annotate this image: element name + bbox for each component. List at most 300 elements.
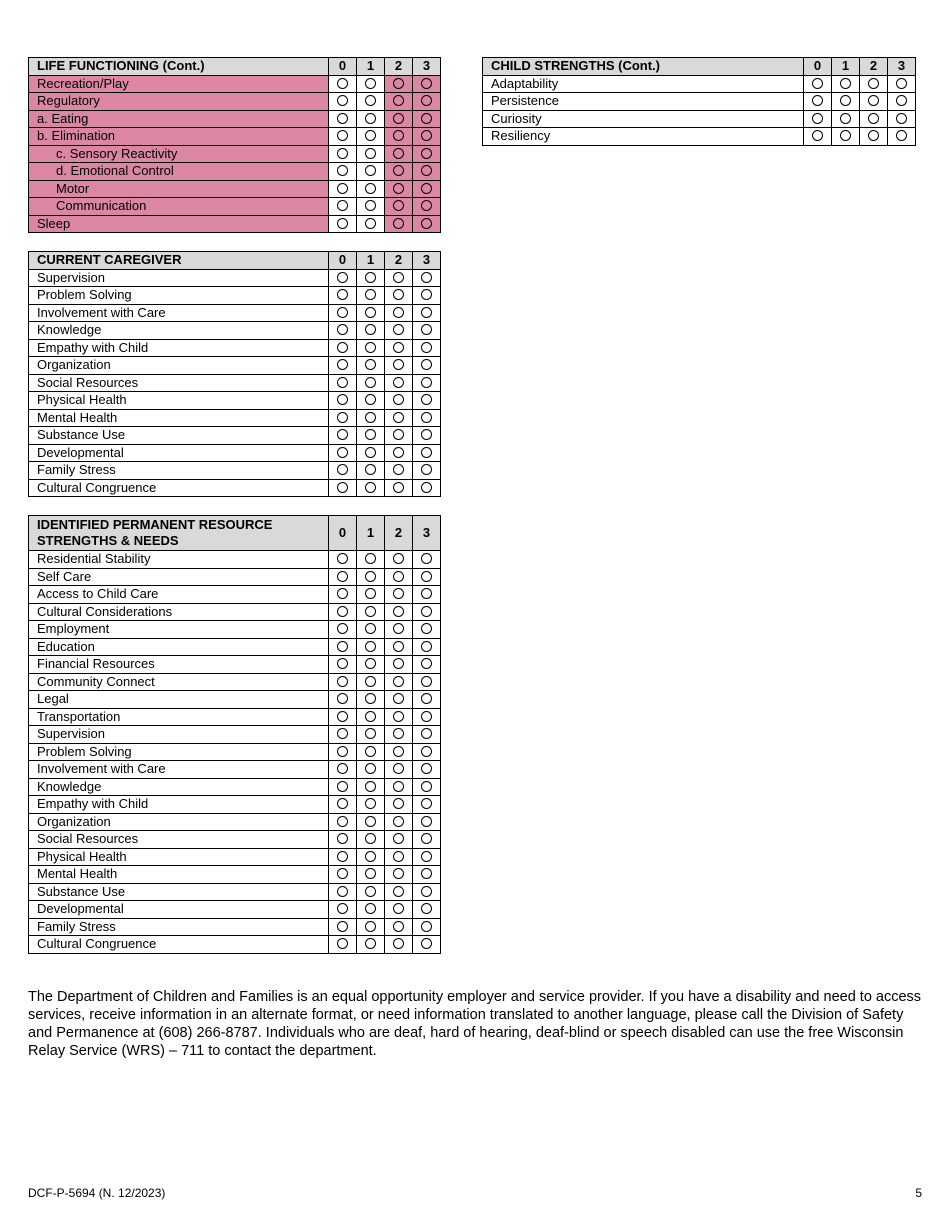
- rating-2-radio[interactable]: [393, 464, 404, 475]
- rating-2-radio[interactable]: [393, 571, 404, 582]
- rating-2-radio[interactable]: [393, 763, 404, 774]
- row-label: Mental Health: [29, 866, 329, 884]
- rating-0-radio[interactable]: [337, 447, 348, 458]
- rating-2-radio[interactable]: [393, 324, 404, 335]
- rating-3-radio[interactable]: [421, 412, 432, 423]
- rating-1-radio[interactable]: [365, 377, 376, 388]
- rating-cell: [357, 339, 385, 357]
- rating-3-radio[interactable]: [421, 482, 432, 493]
- rating-2-radio[interactable]: [393, 113, 404, 124]
- rating-3-radio[interactable]: [896, 130, 907, 141]
- rating-cell: [385, 145, 413, 163]
- table-row: [29, 603, 441, 621]
- rating-2-radio[interactable]: [393, 429, 404, 440]
- table-row: [29, 93, 441, 111]
- rating-2-radio[interactable]: [393, 482, 404, 493]
- rating-cell: [329, 180, 357, 198]
- rating-0-radio[interactable]: [337, 342, 348, 353]
- rating-cell: [357, 479, 385, 497]
- rating-cell: [385, 180, 413, 198]
- rating-1-radio[interactable]: [365, 200, 376, 211]
- rating-0-radio[interactable]: [337, 359, 348, 370]
- row-label: Mental Health: [29, 409, 329, 427]
- rating-cell: [804, 75, 832, 93]
- rating-2-radio[interactable]: [868, 95, 879, 106]
- rating-cell: [329, 673, 357, 691]
- rating-3-radio[interactable]: [421, 464, 432, 475]
- rating-1-radio[interactable]: [365, 218, 376, 229]
- rating-cell: [385, 901, 413, 919]
- rating-3-radio[interactable]: [421, 272, 432, 283]
- rating-cell: [385, 726, 413, 744]
- rating-2-header: 2: [385, 516, 413, 551]
- rating-cell: [413, 586, 441, 604]
- rating-cell: [329, 866, 357, 884]
- rating-0-radio[interactable]: [337, 886, 348, 897]
- rating-0-radio[interactable]: [337, 588, 348, 599]
- rating-3-radio[interactable]: [421, 938, 432, 949]
- rating-cell: [413, 743, 441, 761]
- rating-1-radio[interactable]: [365, 868, 376, 879]
- rating-1-radio[interactable]: [365, 359, 376, 370]
- rating-2-radio[interactable]: [393, 868, 404, 879]
- rating-0-radio[interactable]: [337, 183, 348, 194]
- rating-0-radio[interactable]: [337, 763, 348, 774]
- rating-cell: [385, 708, 413, 726]
- rating-cell: [329, 215, 357, 233]
- rating-1-radio[interactable]: [365, 763, 376, 774]
- rating-cell: [329, 621, 357, 639]
- rating-2-radio[interactable]: [393, 676, 404, 687]
- rating-3-radio[interactable]: [421, 447, 432, 458]
- rating-1-radio[interactable]: [365, 641, 376, 652]
- rating-1-radio[interactable]: [365, 746, 376, 757]
- rating-cell: [329, 726, 357, 744]
- rating-1-radio[interactable]: [365, 464, 376, 475]
- rating-2-radio[interactable]: [393, 781, 404, 792]
- row-label: Family Stress: [29, 462, 329, 480]
- rating-2-radio[interactable]: [393, 851, 404, 862]
- rating-3-radio[interactable]: [421, 113, 432, 124]
- rating-2-radio[interactable]: [393, 728, 404, 739]
- rating-2-radio[interactable]: [393, 412, 404, 423]
- rating-0-radio[interactable]: [337, 165, 348, 176]
- rating-3-radio[interactable]: [421, 851, 432, 862]
- rating-3-radio[interactable]: [421, 886, 432, 897]
- rating-0-radio[interactable]: [337, 641, 348, 652]
- rating-3-radio[interactable]: [421, 746, 432, 757]
- rating-1-radio[interactable]: [365, 482, 376, 493]
- table-row: [29, 163, 441, 181]
- rating-3-radio[interactable]: [421, 711, 432, 722]
- table-row: [29, 427, 441, 445]
- rating-3-radio[interactable]: [421, 95, 432, 106]
- rating-1-radio[interactable]: [365, 272, 376, 283]
- rating-cell: [357, 901, 385, 919]
- section-title: CHILD STRENGTHS (Cont.): [483, 58, 804, 76]
- row-label: Legal: [29, 691, 329, 709]
- rating-cell: [413, 75, 441, 93]
- rating-1-header: 1: [357, 252, 385, 270]
- rating-1-radio[interactable]: [365, 113, 376, 124]
- rating-0-radio[interactable]: [337, 553, 348, 564]
- rating-3-radio[interactable]: [421, 588, 432, 599]
- rating-1-radio[interactable]: [365, 658, 376, 669]
- rating-0-radio[interactable]: [337, 429, 348, 440]
- rating-0-radio[interactable]: [812, 78, 823, 89]
- rating-2-radio[interactable]: [393, 289, 404, 300]
- rating-cell: [413, 901, 441, 919]
- rating-1-radio[interactable]: [365, 342, 376, 353]
- row-label: Regulatory: [29, 93, 329, 111]
- rating-1-radio[interactable]: [365, 571, 376, 582]
- rating-1-radio[interactable]: [840, 130, 851, 141]
- rating-1-radio[interactable]: [365, 623, 376, 634]
- rating-cell: [357, 427, 385, 445]
- rating-1-radio[interactable]: [365, 676, 376, 687]
- rating-cell: [357, 883, 385, 901]
- rating-2-header: 2: [385, 252, 413, 270]
- rating-3-radio[interactable]: [421, 183, 432, 194]
- rating-1-radio[interactable]: [365, 781, 376, 792]
- rating-cell: [357, 304, 385, 322]
- rating-cell: [357, 586, 385, 604]
- rating-0-radio[interactable]: [337, 324, 348, 335]
- table-row: [29, 339, 441, 357]
- rating-0-radio[interactable]: [337, 200, 348, 211]
- rating-3-radio[interactable]: [421, 623, 432, 634]
- rating-cell: [804, 110, 832, 128]
- rating-cell: [385, 656, 413, 674]
- rating-2-radio[interactable]: [393, 130, 404, 141]
- rating-cell: [385, 813, 413, 831]
- rating-2-radio[interactable]: [393, 553, 404, 564]
- rating-0-radio[interactable]: [337, 851, 348, 862]
- rating-0-radio[interactable]: [337, 921, 348, 932]
- rating-1-radio[interactable]: [365, 394, 376, 405]
- row-label: Motor: [29, 180, 329, 198]
- rating-3-radio[interactable]: [421, 763, 432, 774]
- rating-1-radio[interactable]: [840, 78, 851, 89]
- rating-2-radio[interactable]: [393, 711, 404, 722]
- rating-2-radio[interactable]: [393, 606, 404, 617]
- rating-cell: [413, 163, 441, 181]
- rating-3-radio[interactable]: [421, 324, 432, 335]
- rating-cell: [413, 215, 441, 233]
- rating-2-radio[interactable]: [393, 641, 404, 652]
- rating-0-radio[interactable]: [337, 676, 348, 687]
- rating-3-radio[interactable]: [421, 571, 432, 582]
- rating-0-radio[interactable]: [337, 377, 348, 388]
- rating-1-radio[interactable]: [365, 78, 376, 89]
- child-strengths-rows: [483, 75, 916, 145]
- rating-1-radio[interactable]: [365, 130, 376, 141]
- rating-1-radio[interactable]: [365, 903, 376, 914]
- life-functioning-table: [28, 57, 441, 233]
- rating-cell: [385, 778, 413, 796]
- row-label: Social Resources: [29, 831, 329, 849]
- rating-0-radio[interactable]: [812, 95, 823, 106]
- rating-3-radio[interactable]: [421, 148, 432, 159]
- rating-2-radio[interactable]: [393, 623, 404, 634]
- rating-cell: [329, 322, 357, 340]
- row-label: Transportation: [29, 708, 329, 726]
- rating-2-radio[interactable]: [393, 342, 404, 353]
- rating-2-radio[interactable]: [393, 693, 404, 704]
- rating-2-radio[interactable]: [868, 78, 879, 89]
- rating-cell: [413, 392, 441, 410]
- rating-1-radio[interactable]: [365, 886, 376, 897]
- rating-2-radio[interactable]: [393, 183, 404, 194]
- rating-2-radio[interactable]: [868, 130, 879, 141]
- rating-2-radio[interactable]: [393, 903, 404, 914]
- rating-2-radio[interactable]: [393, 833, 404, 844]
- rating-0-radio[interactable]: [337, 903, 348, 914]
- rating-0-radio[interactable]: [337, 464, 348, 475]
- rating-2-radio[interactable]: [868, 113, 879, 124]
- rating-3-radio[interactable]: [421, 165, 432, 176]
- rating-1-radio[interactable]: [365, 606, 376, 617]
- rating-3-header: 3: [888, 58, 916, 76]
- rating-2-radio[interactable]: [393, 886, 404, 897]
- rating-2-radio[interactable]: [393, 816, 404, 827]
- rating-3-header: 3: [413, 58, 441, 76]
- rating-1-radio[interactable]: [365, 798, 376, 809]
- rating-3-radio[interactable]: [421, 676, 432, 687]
- rating-2-radio[interactable]: [393, 148, 404, 159]
- rating-cell: [413, 603, 441, 621]
- rating-1-radio[interactable]: [365, 693, 376, 704]
- rating-3-radio[interactable]: [421, 868, 432, 879]
- rating-3-radio[interactable]: [421, 816, 432, 827]
- rating-3-radio[interactable]: [421, 833, 432, 844]
- rating-1-radio[interactable]: [365, 851, 376, 862]
- rating-0-radio[interactable]: [337, 218, 348, 229]
- rating-3-radio[interactable]: [421, 553, 432, 564]
- rating-cell: [413, 462, 441, 480]
- rating-2-radio[interactable]: [393, 447, 404, 458]
- rating-0-radio[interactable]: [337, 148, 348, 159]
- rating-1-radio[interactable]: [365, 938, 376, 949]
- rating-cell: [385, 479, 413, 497]
- rating-3-radio[interactable]: [421, 693, 432, 704]
- rating-2-radio[interactable]: [393, 359, 404, 370]
- rating-cell: [385, 936, 413, 954]
- rating-0-radio[interactable]: [812, 130, 823, 141]
- rating-cell: [357, 163, 385, 181]
- rating-1-radio[interactable]: [840, 113, 851, 124]
- rating-2-radio[interactable]: [393, 95, 404, 106]
- rating-0-radio[interactable]: [337, 95, 348, 106]
- rating-2-radio[interactable]: [393, 746, 404, 757]
- rating-2-radio[interactable]: [393, 938, 404, 949]
- rating-0-radio[interactable]: [337, 78, 348, 89]
- rating-3-radio[interactable]: [421, 921, 432, 932]
- rating-cell: [888, 128, 916, 146]
- rating-1-radio[interactable]: [365, 553, 376, 564]
- form-id: DCF-P-5694 (N. 12/2023): [28, 1186, 166, 1200]
- rating-0-radio[interactable]: [337, 938, 348, 949]
- rating-2-radio[interactable]: [393, 78, 404, 89]
- rating-cell: [357, 180, 385, 198]
- rating-2-radio[interactable]: [393, 394, 404, 405]
- table-row: [29, 462, 441, 480]
- rating-cell: [357, 392, 385, 410]
- rating-3-radio[interactable]: [421, 658, 432, 669]
- rating-3-radio[interactable]: [421, 342, 432, 353]
- row-label: Substance Use: [29, 427, 329, 445]
- rating-1-radio[interactable]: [365, 728, 376, 739]
- row-label: Adaptability: [483, 75, 804, 93]
- rating-1-radio[interactable]: [365, 412, 376, 423]
- rating-3-radio[interactable]: [421, 429, 432, 440]
- rating-3-radio[interactable]: [421, 218, 432, 229]
- rating-1-radio[interactable]: [365, 447, 376, 458]
- rating-cell: [385, 128, 413, 146]
- rating-2-radio[interactable]: [393, 200, 404, 211]
- rating-cell: [413, 128, 441, 146]
- rating-cell: [329, 392, 357, 410]
- rating-cell: [329, 128, 357, 146]
- rating-0-radio[interactable]: [337, 781, 348, 792]
- table-row: [29, 357, 441, 375]
- rating-cell: [860, 75, 888, 93]
- table-row: [29, 145, 441, 163]
- rating-1-radio[interactable]: [840, 95, 851, 106]
- rating-cell: [832, 75, 860, 93]
- rating-cell: [804, 128, 832, 146]
- table-row: [29, 708, 441, 726]
- rating-3-radio[interactable]: [421, 359, 432, 370]
- rating-2-radio[interactable]: [393, 658, 404, 669]
- rating-3-radio[interactable]: [896, 113, 907, 124]
- rating-3-radio[interactable]: [421, 728, 432, 739]
- rating-0-radio[interactable]: [337, 746, 348, 757]
- rating-cell: [357, 198, 385, 216]
- row-label: Communication: [29, 198, 329, 216]
- table-row: [29, 638, 441, 656]
- rating-0-radio[interactable]: [337, 728, 348, 739]
- rating-cell: [329, 75, 357, 93]
- rating-0-radio[interactable]: [337, 623, 348, 634]
- rating-3-radio[interactable]: [421, 200, 432, 211]
- rating-2-radio[interactable]: [393, 588, 404, 599]
- rating-1-radio[interactable]: [365, 588, 376, 599]
- rating-1-radio[interactable]: [365, 183, 376, 194]
- rating-0-radio[interactable]: [337, 693, 348, 704]
- row-label: Community Connect: [29, 673, 329, 691]
- rating-0-radio[interactable]: [337, 272, 348, 283]
- rating-0-radio[interactable]: [337, 606, 348, 617]
- rating-cell: [385, 198, 413, 216]
- rating-1-radio[interactable]: [365, 324, 376, 335]
- rating-0-radio[interactable]: [337, 798, 348, 809]
- rating-1-radio[interactable]: [365, 165, 376, 176]
- rating-2-radio[interactable]: [393, 377, 404, 388]
- rating-cell: [357, 761, 385, 779]
- rating-0-radio[interactable]: [337, 130, 348, 141]
- rating-1-radio[interactable]: [365, 833, 376, 844]
- rating-3-radio[interactable]: [421, 78, 432, 89]
- rating-3-radio[interactable]: [421, 641, 432, 652]
- rating-1-radio[interactable]: [365, 307, 376, 318]
- rating-cell: [413, 145, 441, 163]
- rating-cell: [860, 93, 888, 111]
- rating-3-radio[interactable]: [896, 95, 907, 106]
- rating-0-header: 0: [329, 58, 357, 76]
- rating-0-radio[interactable]: [337, 658, 348, 669]
- rating-0-radio[interactable]: [337, 412, 348, 423]
- rating-cell: [329, 374, 357, 392]
- rating-1-radio[interactable]: [365, 289, 376, 300]
- rating-0-radio[interactable]: [337, 571, 348, 582]
- rating-2-header: 2: [860, 58, 888, 76]
- rating-1-radio[interactable]: [365, 148, 376, 159]
- rating-2-radio[interactable]: [393, 165, 404, 176]
- rating-3-radio[interactable]: [421, 394, 432, 405]
- rating-cell: [413, 673, 441, 691]
- rating-cell: [329, 551, 357, 569]
- rating-cell: [413, 656, 441, 674]
- rating-cell: [357, 673, 385, 691]
- rating-0-radio[interactable]: [337, 482, 348, 493]
- rating-cell: [329, 691, 357, 709]
- rating-1-header: 1: [832, 58, 860, 76]
- rating-0-radio[interactable]: [337, 816, 348, 827]
- rating-0-radio[interactable]: [337, 711, 348, 722]
- rating-cell: [413, 638, 441, 656]
- rating-cell: [329, 444, 357, 462]
- rating-0-radio[interactable]: [337, 394, 348, 405]
- rating-3-radio[interactable]: [421, 289, 432, 300]
- rating-cell: [329, 796, 357, 814]
- table-row: [29, 883, 441, 901]
- rating-1-radio[interactable]: [365, 711, 376, 722]
- row-label: Supervision: [29, 269, 329, 287]
- rating-1-radio[interactable]: [365, 816, 376, 827]
- rating-0-radio[interactable]: [337, 307, 348, 318]
- rating-3-radio[interactable]: [421, 606, 432, 617]
- rating-cell: [357, 269, 385, 287]
- rating-2-radio[interactable]: [393, 307, 404, 318]
- rating-cell: [413, 568, 441, 586]
- rating-cell: [413, 322, 441, 340]
- rating-3-radio[interactable]: [896, 78, 907, 89]
- rating-0-radio[interactable]: [812, 113, 823, 124]
- rating-cell: [385, 93, 413, 111]
- rating-cell: [413, 691, 441, 709]
- rating-3-radio[interactable]: [421, 781, 432, 792]
- rating-1-radio[interactable]: [365, 95, 376, 106]
- rating-3-radio[interactable]: [421, 307, 432, 318]
- rating-2-radio[interactable]: [393, 798, 404, 809]
- rating-2-radio[interactable]: [393, 272, 404, 283]
- rating-3-radio[interactable]: [421, 130, 432, 141]
- rating-0-radio[interactable]: [337, 833, 348, 844]
- rating-0-radio[interactable]: [337, 289, 348, 300]
- rating-0-radio[interactable]: [337, 868, 348, 879]
- rating-2-radio[interactable]: [393, 921, 404, 932]
- rating-cell: [385, 215, 413, 233]
- rating-0-radio[interactable]: [337, 113, 348, 124]
- rating-3-radio[interactable]: [421, 798, 432, 809]
- rating-3-radio[interactable]: [421, 903, 432, 914]
- rating-3-radio[interactable]: [421, 377, 432, 388]
- rating-1-radio[interactable]: [365, 429, 376, 440]
- rating-cell: [385, 269, 413, 287]
- rating-1-radio[interactable]: [365, 921, 376, 932]
- rating-2-radio[interactable]: [393, 218, 404, 229]
